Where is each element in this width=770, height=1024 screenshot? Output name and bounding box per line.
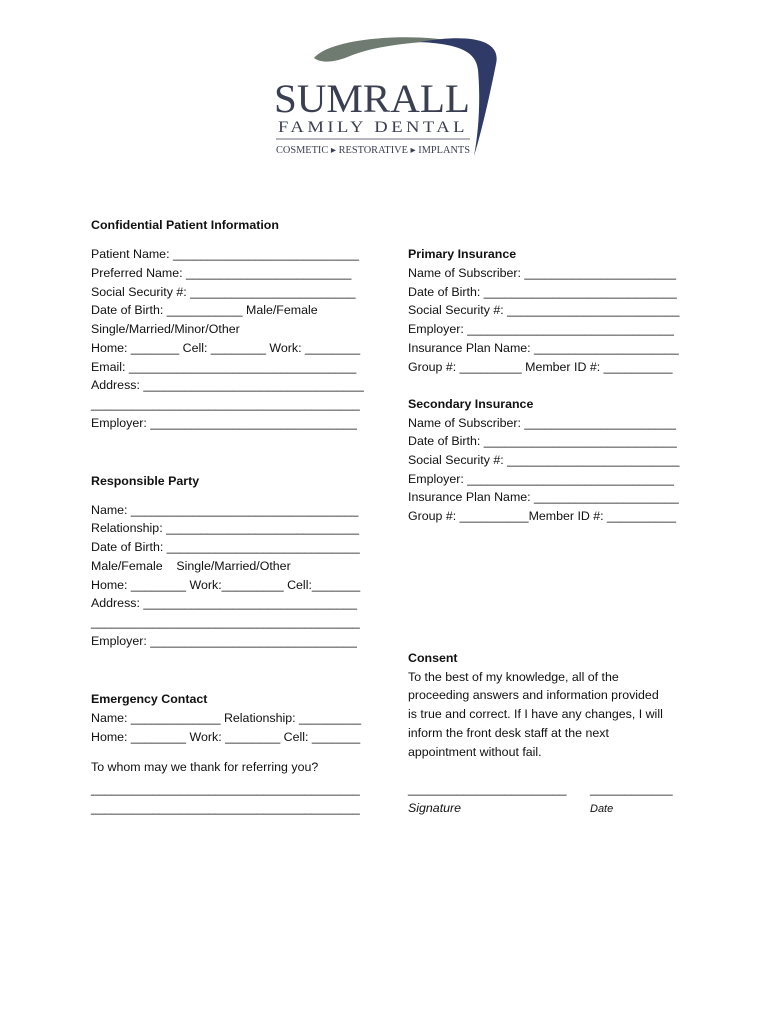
primary-dob-field[interactable]: Date of Birth: ____________________________ bbox=[408, 285, 677, 299]
responsible-party-heading: Responsible Party bbox=[91, 474, 200, 488]
secondary-ssn-field[interactable]: Social Security #: _________________________ bbox=[408, 453, 680, 467]
secondary-insurance-heading: Secondary Insurance bbox=[408, 397, 534, 411]
referral-question: To whom may we thank for referring you? bbox=[91, 760, 319, 774]
patient-email-field[interactable]: Email: _________________________________ bbox=[91, 360, 357, 374]
referral-line-1[interactable]: _______________________________________ bbox=[91, 782, 360, 796]
responsible-phones-field[interactable]: Home: ________ Work:_________ Cell:_______ bbox=[91, 578, 361, 592]
patient-dob-sex-field[interactable]: Date of Birth: ___________ Male/Female bbox=[91, 303, 318, 317]
patient-marital-status[interactable]: Single/Married/Minor/Other bbox=[91, 322, 240, 336]
patient-employer-field[interactable]: Employer: ______________________________ bbox=[91, 416, 357, 430]
patient-ssn-field[interactable]: Social Security #: ________________________ bbox=[91, 285, 356, 299]
patient-address-field[interactable]: Address: ________________________________ bbox=[91, 378, 364, 392]
patient-address-line2-field[interactable]: _______________________________________ bbox=[91, 397, 360, 411]
responsible-dob-field[interactable]: Date of Birth: ____________________________ bbox=[91, 540, 360, 554]
responsible-address-field[interactable]: Address: _______________________________ bbox=[91, 596, 357, 610]
preferred-name-field[interactable]: Preferred Name: ________________________ bbox=[91, 266, 352, 280]
primary-plan-name-field[interactable]: Insurance Plan Name: _____________________ bbox=[408, 341, 679, 355]
form-title: Confidential Patient Information bbox=[91, 218, 279, 232]
secondary-dob-field[interactable]: Date of Birth: ____________________________ bbox=[408, 434, 677, 448]
responsible-sex-marital[interactable]: Male/Female Single/Married/Other bbox=[91, 559, 291, 573]
logo-name: SUMRALL bbox=[274, 76, 470, 121]
primary-group-member-field[interactable]: Group #: _________ Member ID #: __________ bbox=[408, 360, 673, 374]
patient-phones-field[interactable]: Home: _______ Cell: ________ Work: ________ bbox=[91, 341, 361, 355]
responsible-name-field[interactable]: Name: _________________________________ bbox=[91, 503, 359, 517]
secondary-plan-name-field[interactable]: Insurance Plan Name: _____________________ bbox=[408, 490, 679, 504]
consent-text-line-4: inform the front desk staff at the next bbox=[408, 726, 609, 740]
primary-subscriber-field[interactable]: Name of Subscriber: ______________________ bbox=[408, 266, 676, 280]
responsible-relationship-field[interactable]: Relationship: ____________________________ bbox=[91, 521, 360, 535]
primary-ssn-field[interactable]: Social Security #: _________________________ bbox=[408, 303, 680, 317]
sumrall-family-dental-logo bbox=[270, 34, 502, 160]
primary-employer-field[interactable]: Employer: ______________________________ bbox=[408, 322, 674, 336]
signature-line[interactable]: _______________________ bbox=[408, 782, 567, 796]
emergency-name-relationship-field[interactable]: Name: _____________ Relationship: _________ bbox=[91, 711, 362, 725]
responsible-address-line2-field[interactable]: _______________________________________ bbox=[91, 615, 360, 629]
consent-heading: Consent bbox=[408, 651, 458, 665]
responsible-employer-field[interactable]: Employer: ______________________________ bbox=[91, 634, 357, 648]
secondary-subscriber-field[interactable]: Name of Subscriber: ______________________ bbox=[408, 416, 676, 430]
secondary-group-member-field[interactable]: Group #: __________Member ID #: __________ bbox=[408, 509, 676, 523]
secondary-employer-field[interactable]: Employer: ______________________________ bbox=[408, 472, 674, 486]
date-line[interactable]: ____________ bbox=[590, 782, 673, 796]
consent-text-line-3: is true and correct. If I have any changes, I will bbox=[408, 707, 663, 721]
primary-insurance-heading: Primary Insurance bbox=[408, 247, 517, 261]
signature-label: Signature bbox=[408, 801, 462, 815]
logo-tagline: COSMETIC ▸ RESTORATIVE ▸ IMPLANTS bbox=[276, 145, 470, 156]
consent-text-line-5: appointment without fail. bbox=[408, 745, 542, 759]
consent-text-line-2: proceeding answers and information provided bbox=[408, 688, 659, 702]
emergency-contact-heading: Emergency Contact bbox=[91, 692, 208, 706]
referral-line-2[interactable]: _______________________________________ bbox=[91, 801, 360, 815]
emergency-phones-field[interactable]: Home: ________ Work: ________ Cell: _______ bbox=[91, 730, 361, 744]
logo-subtitle: FAMILY DENTAL bbox=[278, 119, 468, 136]
patient-name-field[interactable]: Patient Name: ___________________________ bbox=[91, 247, 360, 261]
consent-text-line-1: To the best of my knowledge, all of the bbox=[408, 670, 619, 684]
date-label: Date bbox=[590, 803, 614, 815]
